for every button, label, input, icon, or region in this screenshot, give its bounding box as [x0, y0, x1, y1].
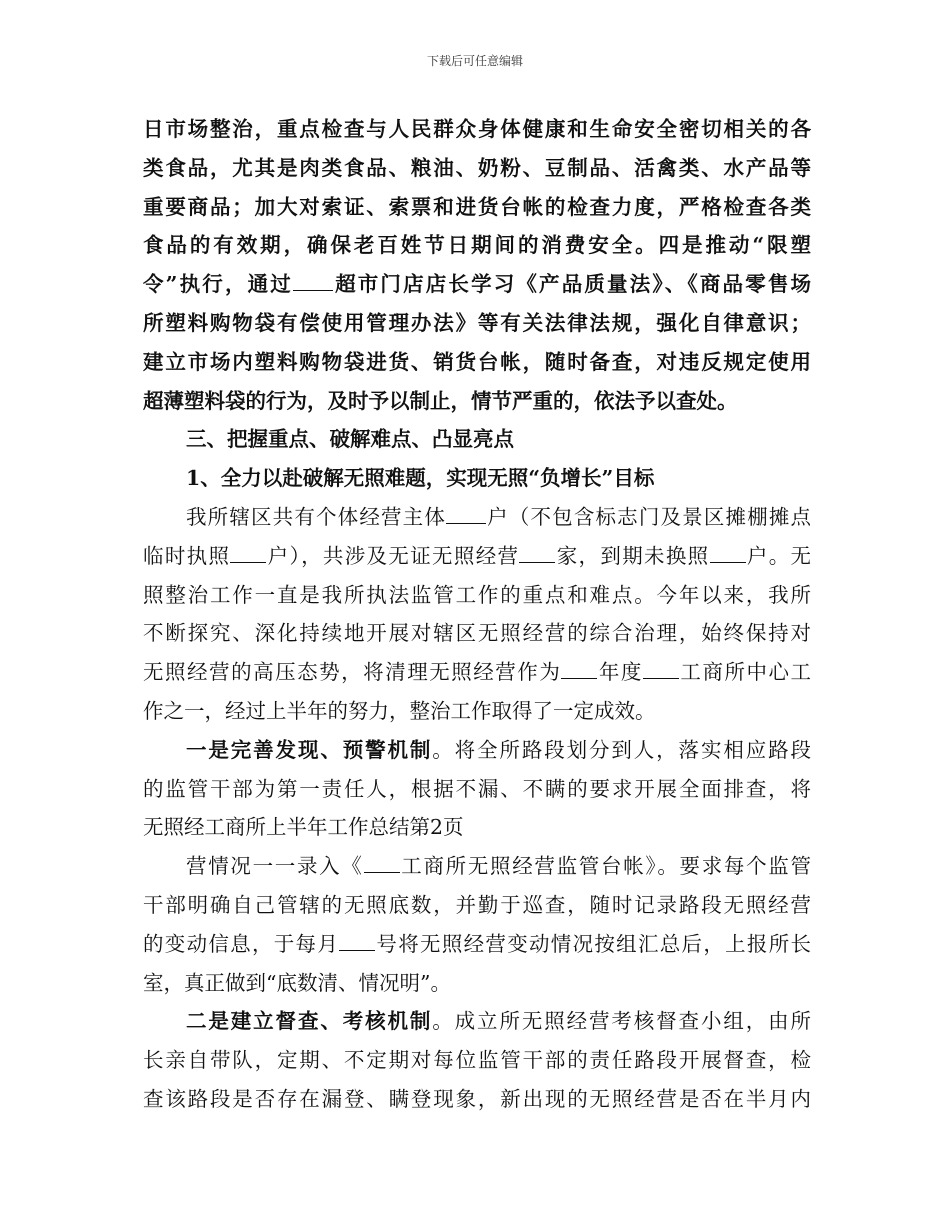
- text-segment: 的变动信息，于每月: [143, 931, 340, 956]
- text-line: 类食品，尤其是肉类食品、粮油、奶粉、豆制品、活禽类、水产品等: [143, 155, 811, 180]
- blank-underline: [364, 871, 400, 873]
- text-line: 重要商品；加大对索证、索票和进货台帐的检查力度，严格检查各类: [143, 194, 811, 219]
- paragraph-intro: [143, 498, 811, 731]
- text-line: 食品的有效期，确保老百姓节日期间的消费安全。四是推动“限塑: [143, 233, 811, 258]
- text-segment: 令”执行，通过: [143, 272, 293, 297]
- subsection-heading-3-1: 1、全力以赴破解无照难题，实现无照“负增长”目标: [186, 466, 655, 491]
- page-continuation-note: 无照经工商所上半年工作总结第2页: [143, 815, 464, 840]
- text-segment: 年度: [597, 660, 643, 685]
- text-line: [143, 925, 811, 964]
- section-heading-3: 三、把握重点、破解难点、凸显亮点: [186, 427, 514, 452]
- paragraph-point-one: [143, 731, 811, 847]
- blank-underline: [230, 561, 266, 563]
- text-segment: 户），共涉及无证无照经营: [266, 543, 520, 568]
- page-header: 下载后可任意编辑: [426, 54, 523, 68]
- text-segment: 号将无照经营变动情况按组汇总后，上报所长: [375, 931, 812, 956]
- document-body: [143, 110, 811, 1119]
- text-line: 建立市场内塑料购物袋进货、销货台帐，随时备查，对违反规定使用: [143, 349, 811, 374]
- text-line: [143, 1002, 811, 1041]
- blank-underline: [561, 677, 597, 679]
- paragraph-point-two: [143, 1002, 811, 1118]
- text-line: [143, 498, 811, 537]
- text-segment: 。成立所无照经营考核督查小组，由所: [432, 1009, 812, 1034]
- text-line: 的监管干部为第一责任人，根据不漏、不瞒的要求开展全面排查，将: [143, 776, 811, 801]
- text-line: [143, 731, 811, 770]
- text-line: [143, 265, 811, 304]
- text-line: 作之一，经过上半年的努力，整治工作取得了一定成效。: [143, 698, 656, 723]
- text-line: 不断探究、深化持续地开展对辖区无照经营的综合治理，始终保持对: [143, 621, 811, 646]
- blank-underline: [446, 522, 486, 524]
- text-line: 日市场整治，重点检查与人民群众身体健康和生命安全密切相关的各: [143, 117, 811, 141]
- blank-underline: [339, 949, 375, 951]
- paragraph-record: [143, 847, 811, 1002]
- blank-underline: [643, 677, 679, 679]
- text-line: 所塑料购物袋有偿使用管理办法》等有关法律法规，强化自律意识；: [143, 310, 811, 335]
- blank-underline: [519, 561, 555, 563]
- text-segment: 无照经营的高压态势，将清理无照经营作为: [143, 660, 562, 685]
- text-segment: 超市门店店长学习《产品质量法》、《商品零售场: [332, 272, 812, 297]
- point-lead: 一是完善发现、预警机制: [186, 737, 433, 762]
- text-segment: 户。无: [745, 543, 812, 568]
- text-line: 长亲自带队，定期、不定期对每位监管干部的责任路段开展督查，检: [143, 1048, 811, 1073]
- text-segment: 。将全所路段划分到人，落实相应路段: [432, 737, 812, 762]
- text-line: [143, 653, 811, 692]
- text-segment: 工商所无照经营监管台帐》。要求每个监管: [399, 854, 812, 879]
- text-line: [143, 847, 811, 886]
- text-line: 照整治工作一直是我所执法监管工作的重点和难点。今年以来，我所: [143, 582, 811, 607]
- text-line: 室，真正做到“底数清、情况明”。: [143, 970, 451, 995]
- point-lead: 二是建立督查、考核机制: [186, 1009, 433, 1034]
- text-line: [143, 537, 811, 576]
- text-line: 查该路段是否存在漏登、瞒登现象，新出现的无照经营是否在半月内: [143, 1086, 811, 1111]
- text-segment: 户（不包含标志门及景区摊棚摊点: [486, 504, 811, 529]
- text-line: 干部明确自己管辖的无照底数，并勤于巡查，随时记录路段无照经营: [143, 892, 811, 917]
- text-segment: 家，到期未换照: [555, 543, 710, 568]
- text-line: 超薄塑料袋的行为，及时予以制止，情节严重的，依法予以查处。: [143, 388, 738, 413]
- blank-underline: [710, 561, 746, 563]
- text-segment: 临时执照: [143, 543, 231, 568]
- text-segment: 工商所中心工: [678, 660, 812, 685]
- text-segment: 我所辖区共有个体经营主体: [186, 504, 446, 529]
- section-market-regulation: [143, 110, 811, 420]
- text-segment: 营情况一一录入《: [186, 854, 364, 879]
- blank-underline: [293, 289, 333, 291]
